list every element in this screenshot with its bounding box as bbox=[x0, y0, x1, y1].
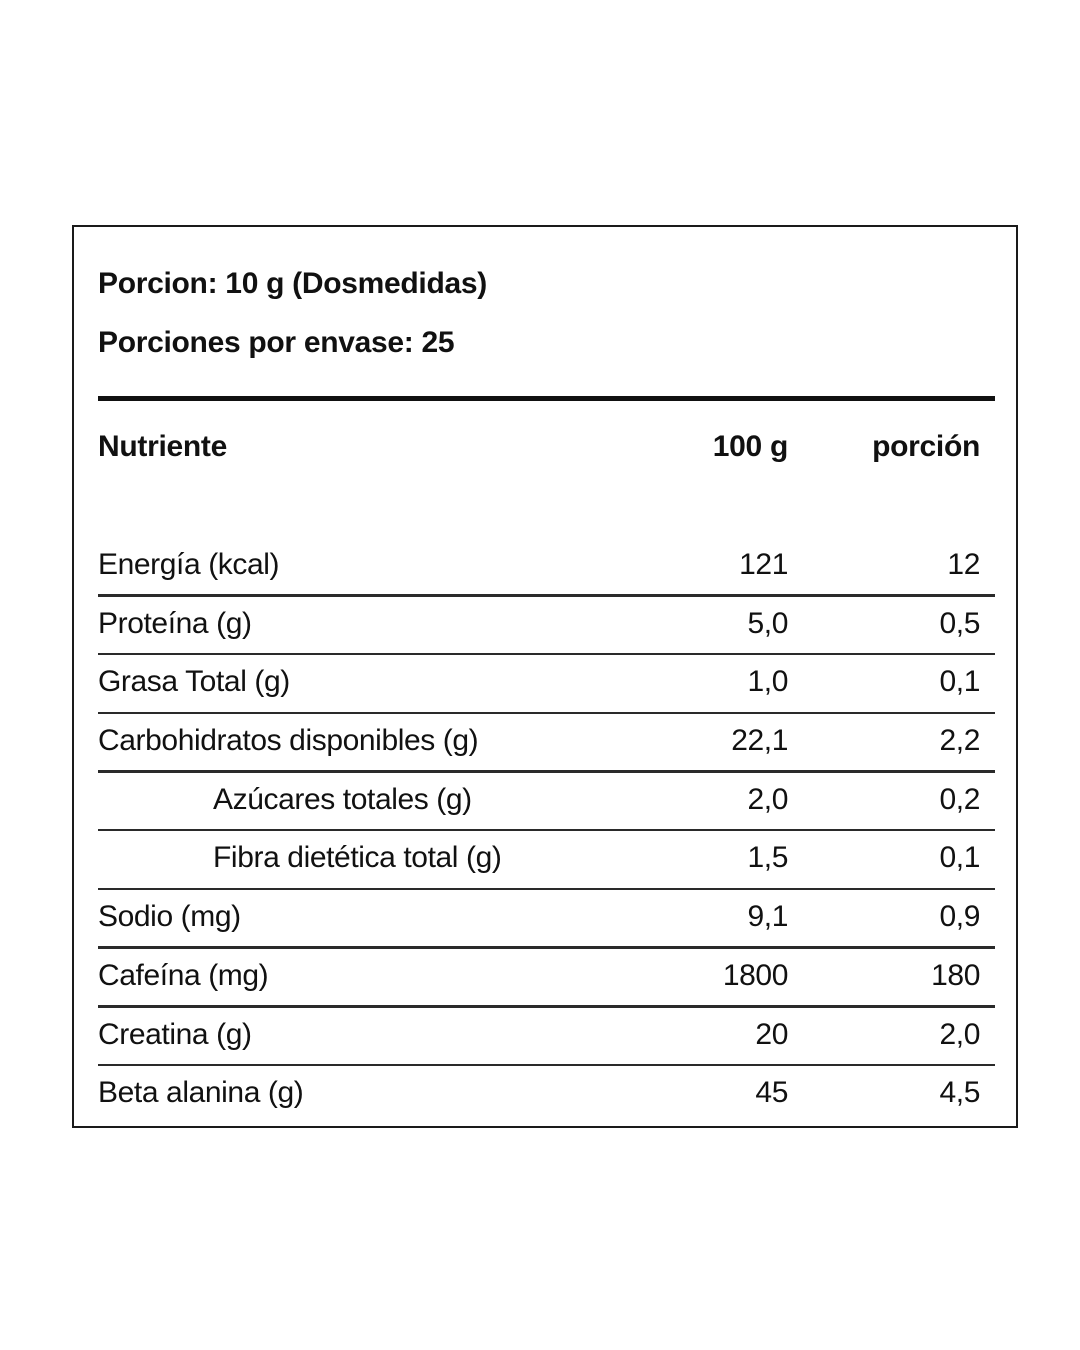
value-per-100g: 1,0 bbox=[747, 665, 788, 699]
value-per-serving: 0,1 bbox=[939, 841, 980, 875]
table-row bbox=[98, 949, 995, 1008]
table-row bbox=[98, 597, 995, 656]
value-per-100g: 20 bbox=[755, 1017, 788, 1051]
nutrient-name: Sodio (mg) bbox=[98, 900, 241, 934]
value-per-100g: 1,5 bbox=[747, 841, 788, 875]
nutrient-name: Creatina (g) bbox=[98, 1017, 252, 1051]
table-row bbox=[98, 1008, 995, 1067]
value-per-serving: 0,2 bbox=[939, 782, 980, 816]
nutrition-facts-panel bbox=[72, 225, 1018, 1128]
table-row bbox=[98, 655, 995, 714]
value-per-serving: 180 bbox=[931, 958, 980, 992]
nutrient-name: Fibra dietética total (g) bbox=[213, 841, 502, 875]
table-row bbox=[98, 831, 995, 890]
table-row bbox=[98, 538, 995, 597]
nutrient-name: Grasa Total (g) bbox=[98, 665, 290, 699]
column-header-per-100g: 100 g bbox=[712, 430, 788, 463]
value-per-100g: 2,0 bbox=[747, 782, 788, 816]
table-row bbox=[98, 1066, 995, 1125]
nutrient-name: Beta alanina (g) bbox=[98, 1076, 304, 1110]
value-per-serving: 2,2 bbox=[939, 724, 980, 758]
value-per-serving: 0,9 bbox=[939, 900, 980, 934]
nutrient-name: Proteína (g) bbox=[98, 606, 252, 640]
value-per-serving: 2,0 bbox=[939, 1017, 980, 1051]
value-per-100g: 45 bbox=[755, 1076, 788, 1110]
nutrient-name: Azúcares totales (g) bbox=[213, 782, 472, 816]
value-per-100g: 9,1 bbox=[747, 900, 788, 934]
table-row bbox=[98, 773, 995, 832]
nutrient-name: Energía (kcal) bbox=[98, 548, 280, 581]
table-row bbox=[98, 890, 995, 949]
value-per-100g: 1800 bbox=[722, 958, 788, 992]
value-per-serving: 12 bbox=[947, 548, 980, 581]
header-divider bbox=[98, 396, 995, 401]
value-per-serving: 4,5 bbox=[939, 1076, 980, 1110]
nutrient-table bbox=[98, 538, 995, 1125]
value-per-serving: 0,5 bbox=[939, 606, 980, 640]
column-header-per-serving: porción bbox=[872, 430, 980, 463]
value-per-serving: 0,1 bbox=[939, 665, 980, 699]
nutrient-name: Carbohidratos disponibles (g) bbox=[98, 724, 479, 758]
value-per-100g: 5,0 bbox=[747, 606, 788, 640]
table-row bbox=[98, 714, 995, 773]
serving-size: Porcion: 10 g (Dosmedidas) bbox=[98, 267, 487, 300]
servings-per-container: Porciones por envase: 25 bbox=[98, 326, 455, 359]
nutrient-name: Cafeína (mg) bbox=[98, 958, 269, 992]
value-per-100g: 22,1 bbox=[731, 724, 788, 758]
value-per-100g: 121 bbox=[739, 548, 788, 581]
column-header-nutrient: Nutriente bbox=[98, 430, 227, 463]
